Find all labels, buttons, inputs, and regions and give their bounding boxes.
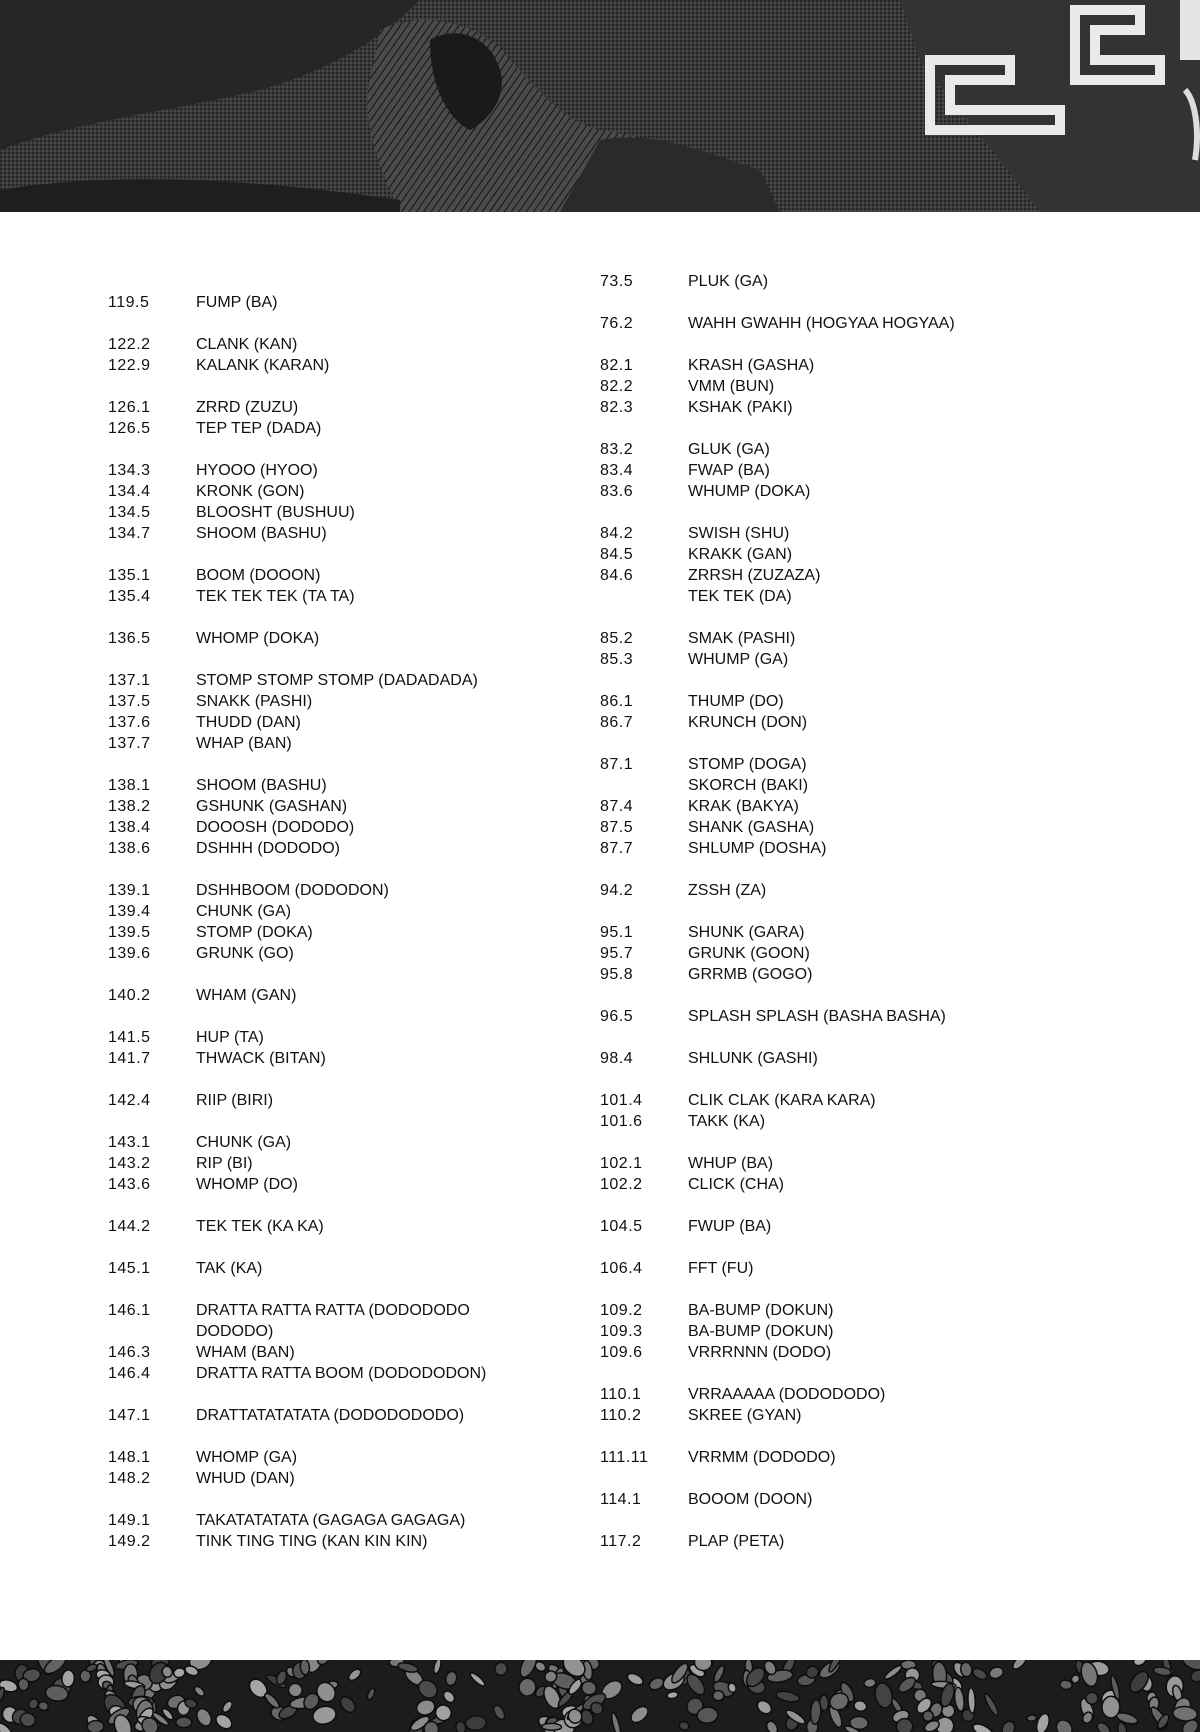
- sound-effect-translation: THUDD (DAN): [196, 714, 301, 731]
- sound-effect-translation: TEK TEK (DA): [688, 588, 792, 605]
- page-panel-number: 134.3: [108, 462, 151, 479]
- page-panel-number: 141.5: [108, 1029, 151, 1046]
- page-panel-number: 135.1: [108, 567, 151, 584]
- page-panel-number: 83.4: [600, 462, 634, 479]
- sound-effect-translation: KSHAK (PAKI): [688, 399, 793, 416]
- page-panel-number: 122.9: [108, 357, 151, 374]
- sound-effect-translation: VRRMM (DODODO): [688, 1449, 836, 1466]
- sound-effect-translation: WHAP (BAN): [196, 735, 292, 752]
- page-panel-number: 106.4: [600, 1260, 643, 1277]
- sound-effect-translation: GRRMB (GOGO): [688, 966, 813, 983]
- sound-effect-translation: TEP TEP (DADA): [196, 420, 322, 437]
- sound-effect-translation: SHLUMP (DOSHA): [688, 840, 827, 857]
- page-panel-number: 114.1: [600, 1491, 642, 1508]
- page-panel-number: 86.1: [600, 693, 634, 710]
- page-panel-number: 86.7: [600, 714, 634, 731]
- page-panel-number: 141.7: [108, 1050, 151, 1067]
- sound-effect-translation: BA-BUMP (DOKUN): [688, 1302, 834, 1319]
- sound-effect-translation: KRASH (GASHA): [688, 357, 815, 374]
- page-panel-number: 95.1: [600, 924, 634, 941]
- sound-effect-translation: KRAK (BAKYA): [688, 798, 799, 815]
- page-panel-number: 138.4: [108, 819, 151, 836]
- page-panel-number: 149.1: [108, 1512, 151, 1529]
- page-panel-number: 135.4: [108, 588, 151, 605]
- page-panel-number: 101.6: [600, 1113, 643, 1130]
- page-panel-number: 82.3: [600, 399, 634, 416]
- page-panel-number: 109.6: [600, 1344, 643, 1361]
- page-panel-number: 87.7: [600, 840, 634, 857]
- page-panel-number: 149.2: [108, 1533, 151, 1550]
- sound-effect-translation: GLUK (GA): [688, 441, 770, 458]
- sound-effect-translation: WHAM (GAN): [196, 987, 297, 1004]
- page-panel-number: 136.5: [108, 630, 151, 647]
- sound-effect-translation: WHUMP (GA): [688, 651, 789, 668]
- page-panel-number: 146.1: [108, 1302, 151, 1319]
- page-panel-number: 96.5: [600, 1008, 634, 1025]
- page-panel-number: 109.2: [600, 1302, 643, 1319]
- sound-effect-translation: THUMP (DO): [688, 693, 784, 710]
- sound-effect-translation: VRRAAAAA (DODODODO): [688, 1386, 886, 1403]
- sound-effect-translation: SHOOM (BASHU): [196, 525, 327, 542]
- page-panel-number: 82.1: [600, 357, 634, 374]
- sound-effect-translation: BOOOM (DOON): [688, 1491, 813, 1508]
- page-panel-number: 87.1: [600, 756, 634, 773]
- page-panel-number: 143.1: [108, 1134, 151, 1151]
- page-panel-number: 98.4: [600, 1050, 634, 1067]
- sound-effect-translation: DSHHBOOM (DODODON): [196, 882, 389, 899]
- page-panel-number: 82.2: [600, 378, 634, 395]
- page-panel-number: 83.6: [600, 483, 634, 500]
- page-panel-number: 147.1: [108, 1407, 151, 1424]
- manga-art-banner: [0, 0, 1200, 212]
- page-panel-number: 134.4: [108, 483, 151, 500]
- page-panel-number: 146.4: [108, 1365, 151, 1382]
- page-panel-number: 148.2: [108, 1470, 151, 1487]
- sound-effect-translation: PLUK (GA): [688, 273, 769, 290]
- page-panel-number: 142.4: [108, 1092, 151, 1109]
- page-panel-number: 117.2: [600, 1533, 642, 1550]
- sound-effect-translation: CLIK CLAK (KARA KARA): [688, 1092, 876, 1109]
- sound-effect-translation: RIIP (BIRI): [196, 1092, 274, 1109]
- sound-effect-translation: VMM (BUN): [688, 378, 775, 395]
- page-panel-number: 137.1: [108, 672, 151, 689]
- page-panel-number: 85.3: [600, 651, 634, 668]
- sound-effect-translation: DSHHH (DODODO): [196, 840, 340, 857]
- sound-effect-translation: SWISH (SHU): [688, 525, 790, 542]
- sound-effect-translation: CLICK (CHA): [688, 1176, 785, 1193]
- page-panel-number: 137.6: [108, 714, 151, 731]
- sound-effect-translation: WHOMP (DOKA): [196, 630, 320, 647]
- page-panel-number: 95.8: [600, 966, 634, 983]
- sound-effect-translation: SHANK (GASHA): [688, 819, 815, 836]
- sound-effect-translation: CLANK (KAN): [196, 336, 298, 353]
- sound-effect-translation: GRUNK (GOON): [688, 945, 810, 962]
- sound-effect-translation: BOOM (DOOON): [196, 567, 321, 584]
- sound-effect-translation: KALANK (KARAN): [196, 357, 330, 374]
- page-panel-number: 134.5: [108, 504, 151, 521]
- sound-effect-translation: KRAKK (GAN): [688, 546, 793, 563]
- sound-effect-translation: BLOOSHT (BUSHUU): [196, 504, 355, 521]
- page-panel-number: 104.5: [600, 1218, 643, 1235]
- sound-effect-translation: DRATTA RATTA RATTA (DODODODO: [196, 1302, 470, 1319]
- page-panel-number: 119.5: [108, 294, 150, 311]
- page-panel-number: 84.6: [600, 567, 634, 584]
- sound-effect-translation: HUP (TA): [196, 1029, 264, 1046]
- page-panel-number: 139.1: [108, 882, 151, 899]
- sound-effect-translation: KRONK (GON): [196, 483, 305, 500]
- sound-effect-translation: KRUNCH (DON): [688, 714, 808, 731]
- sound-effect-translation: THWACK (BITAN): [196, 1050, 326, 1067]
- sound-effect-translation: DRATTATATATATA (DODODODODO): [196, 1407, 465, 1424]
- page-panel-number: 76.2: [600, 315, 634, 332]
- sound-effect-translation: ZSSH (ZA): [688, 882, 767, 899]
- sound-effect-translation: ZRRSH (ZUZAZA): [688, 567, 821, 584]
- page-panel-number: 145.1: [108, 1260, 151, 1277]
- sound-effect-translation: SHLUNK (GASHI): [688, 1050, 818, 1067]
- page-panel-number: 146.3: [108, 1344, 151, 1361]
- page-panel-number: 137.7: [108, 735, 151, 752]
- sound-effect-translation: GRUNK (GO): [196, 945, 294, 962]
- decorative-footer-pattern: [0, 1660, 1200, 1732]
- sound-effect-translation: TEK TEK TEK (TA TA): [196, 588, 355, 605]
- page-panel-number: 122.2: [108, 336, 151, 353]
- page-panel-number: 126.5: [108, 420, 151, 437]
- page-panel-number: 144.2: [108, 1218, 151, 1235]
- page-panel-number: 139.4: [108, 903, 151, 920]
- page-panel-number: 73.5: [600, 273, 634, 290]
- sound-effect-translation: TINK TING TING (KAN KIN KIN): [196, 1533, 428, 1550]
- page-panel-number: 109.3: [600, 1323, 643, 1340]
- sound-effect-translation: FWUP (BA): [688, 1218, 772, 1235]
- sound-effect-translation: SHOOM (BASHU): [196, 777, 327, 794]
- sound-effect-translation: STOMP (DOGA): [688, 756, 807, 773]
- sound-effect-translation: DRATTA RATTA BOOM (DODODODON): [196, 1365, 487, 1382]
- page-panel-number: 102.2: [600, 1176, 643, 1193]
- sound-effect-translation: CHUNK (GA): [196, 1134, 292, 1151]
- page-panel-number: 143.2: [108, 1155, 151, 1172]
- page-panel-number: 94.2: [600, 882, 634, 899]
- sound-effect-translation: FUMP (BA): [196, 294, 278, 311]
- page-panel-number: 111.11: [600, 1449, 649, 1466]
- sound-effect-translation: SNAKK (PASHI): [196, 693, 313, 710]
- page-panel-number: 140.2: [108, 987, 151, 1004]
- sound-effect-translation: TEK TEK (KA KA): [196, 1218, 324, 1235]
- sound-effect-translation: TAKATATATATA (GAGAGA GAGAGA): [196, 1512, 466, 1529]
- sound-effect-translation: CHUNK (GA): [196, 903, 292, 920]
- page-panel-number: 85.2: [600, 630, 634, 647]
- manga-art-illustration: [0, 0, 1200, 212]
- pebble-pattern: [0, 1660, 1200, 1732]
- sound-effect-translation: WHOMP (GA): [196, 1449, 298, 1466]
- page-panel-number: 110.1: [600, 1386, 642, 1403]
- page-panel-number: 143.6: [108, 1176, 151, 1193]
- sound-effect-translation: WHUMP (DOKA): [688, 483, 811, 500]
- page-panel-number: 95.7: [600, 945, 634, 962]
- sound-effect-translation: STOMP (DOKA): [196, 924, 313, 941]
- sound-effect-translation: FWAP (BA): [688, 462, 770, 479]
- sound-effect-translation: WHUD (DAN): [196, 1470, 295, 1487]
- sound-effect-translation: VRRRNNN (DODO): [688, 1344, 832, 1361]
- sound-effect-translation: DOOOSH (DODODO): [196, 819, 355, 836]
- sound-effect-translation: STOMP STOMP STOMP (DADADADA): [196, 672, 478, 689]
- page-panel-number: 87.4: [600, 798, 634, 815]
- page-panel-number: 101.4: [600, 1092, 643, 1109]
- page-panel-number: 102.1: [600, 1155, 643, 1172]
- sound-effect-translation: WAHH GWAHH (HOGYAA HOGYAA): [688, 315, 955, 332]
- page-panel-number: 126.1: [108, 399, 151, 416]
- sound-effect-translation: TAK (KA): [196, 1260, 263, 1277]
- page-panel-number: 137.5: [108, 693, 151, 710]
- sound-effect-translation: SPLASH SPLASH (BASHA BASHA): [688, 1008, 946, 1025]
- sound-effect-translation: ZRRD (ZUZU): [196, 399, 299, 416]
- sound-effect-translation: HYOOO (HYOO): [196, 462, 318, 479]
- sound-effect-translation: RIP (BI): [196, 1155, 253, 1172]
- page-panel-number: 139.6: [108, 945, 151, 962]
- page-panel-number: 138.1: [108, 777, 151, 794]
- sound-effect-translation: PLAP (PETA): [688, 1533, 785, 1550]
- sound-effect-translation: FFT (FU): [688, 1260, 754, 1277]
- sound-effect-translation: DODODO): [196, 1323, 274, 1340]
- page-panel-number: 84.2: [600, 525, 634, 542]
- sound-effect-translation: SHUNK (GARA): [688, 924, 805, 941]
- sound-effect-translation: SKORCH (BAKI): [688, 777, 809, 794]
- sound-effect-translation: TAKK (KA): [688, 1113, 766, 1130]
- sound-effect-translation: WHUP (BA): [688, 1155, 774, 1172]
- sound-effect-translation: WHAM (BAN): [196, 1344, 295, 1361]
- page-panel-number: 139.5: [108, 924, 151, 941]
- page-panel-number: 138.6: [108, 840, 151, 857]
- page-panel-number: 134.7: [108, 525, 151, 542]
- sound-effect-translation: GSHUNK (GASHAN): [196, 798, 348, 815]
- page-panel-number: 84.5: [600, 546, 634, 563]
- page-panel-number: 148.1: [108, 1449, 151, 1466]
- sound-effect-translation: SKREE (GYAN): [688, 1407, 802, 1424]
- sound-effect-translation: BA-BUMP (DOKUN): [688, 1323, 834, 1340]
- sound-effect-translation: WHOMP (DO): [196, 1176, 298, 1193]
- page-panel-number: 83.2: [600, 441, 634, 458]
- page-panel-number: 110.2: [600, 1407, 642, 1424]
- page-panel-number: 87.5: [600, 819, 634, 836]
- sound-effect-translation: SMAK (PASHI): [688, 630, 796, 647]
- page-panel-number: 138.2: [108, 798, 151, 815]
